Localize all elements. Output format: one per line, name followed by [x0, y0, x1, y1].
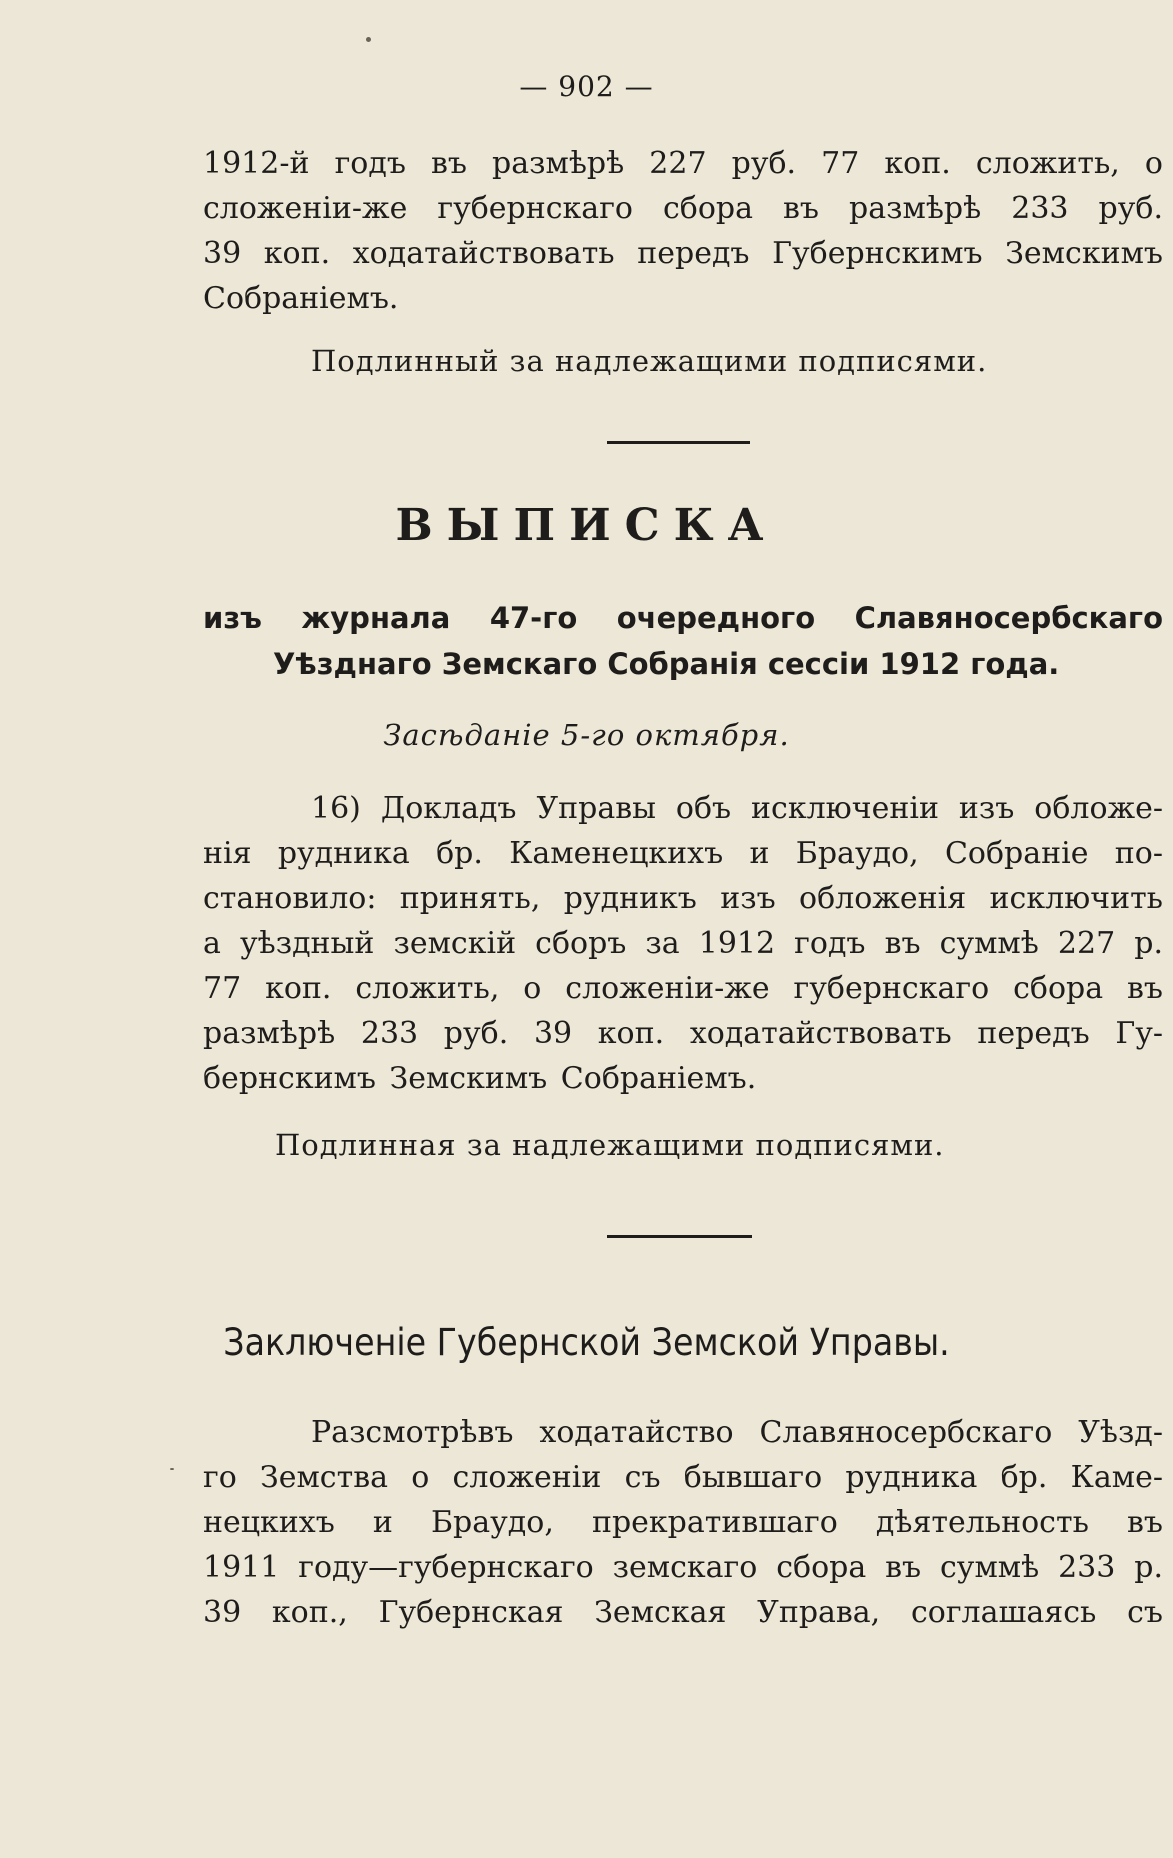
extract-subtitle — [203, 595, 1163, 687]
session-date: Засѣданіе 5-го октября. — [383, 718, 790, 752]
paragraph-line: сложеніи-же губернскаго сбора въ размѣрѣ 233 руб. — [203, 191, 1163, 226]
divider-rule — [607, 1235, 752, 1238]
paragraph-line: 1911 году—губернскаго земскаго сбора въ суммѣ 233 р. — [203, 1550, 1163, 1585]
page-number: — 902 — — [519, 70, 654, 103]
subtitle-line: изъ журнала 47-го очередного Славяносербскаго — [203, 601, 1163, 635]
conclusion-paragraph — [203, 1410, 1163, 1635]
paragraph-line: а уѣздный земскій сборъ за 1912 годъ въ суммѣ 227 р. — [203, 926, 1163, 961]
extract-paragraph — [203, 786, 1163, 1101]
extract-title: ВЫПИСКА — [395, 500, 778, 551]
paragraph-line: го Земства о сложеніи съ бывшаго рудника бр. Каме- — [203, 1460, 1163, 1495]
paragraph-line: 16) Докладъ Управы объ исключеніи изъ обложе- — [311, 791, 1163, 826]
opening-paragraph — [203, 141, 1163, 321]
paragraph-line: Собраніемъ. — [203, 281, 399, 316]
paragraph-line: нецкихъ и Браудо, прекратившаго дѣятельность въ — [203, 1505, 1163, 1540]
paragraph-line: бернскимъ Земскимъ Собраніемъ. — [203, 1061, 757, 1096]
paper-speck — [366, 37, 371, 42]
paragraph-line: размѣрѣ 233 руб. 39 коп. ходатайствовать передъ Гу- — [203, 1016, 1163, 1051]
signature-note: Подлинный за надлежащими подписями. — [311, 344, 988, 378]
paragraph-line: Разсмотрѣвъ ходатайство Славяносербскаго Уѣзд- — [311, 1415, 1163, 1450]
divider-rule — [607, 441, 750, 444]
paragraph-line: 39 коп., Губернская Земская Управа, соглашаясь съ — [203, 1595, 1163, 1630]
subtitle-line: Уѣзднаго Земскаго Собранія сессіи 1912 года. — [273, 647, 1060, 681]
conclusion-heading: Заключеніе Губернской Земской Управы. — [223, 1321, 950, 1364]
signature-note: Подлинная за надлежащими подписями. — [275, 1128, 945, 1162]
paragraph-line: 77 коп. сложить, о сложеніи-же губернскаго сбора въ — [203, 971, 1163, 1006]
paper-speck — [170, 1468, 174, 1470]
paragraph-line: 1912-й годъ въ размѣрѣ 227 руб. 77 коп. сложить, о — [203, 146, 1163, 181]
paragraph-line: становило: принять, рудникъ изъ обложенія исключить — [203, 881, 1163, 916]
paragraph-line: нія рудника бр. Каменецкихъ и Браудо, Собраніе по- — [203, 836, 1163, 871]
paragraph-line: 39 коп. ходатайствовать передъ Губернскимъ Земскимъ — [203, 236, 1163, 271]
